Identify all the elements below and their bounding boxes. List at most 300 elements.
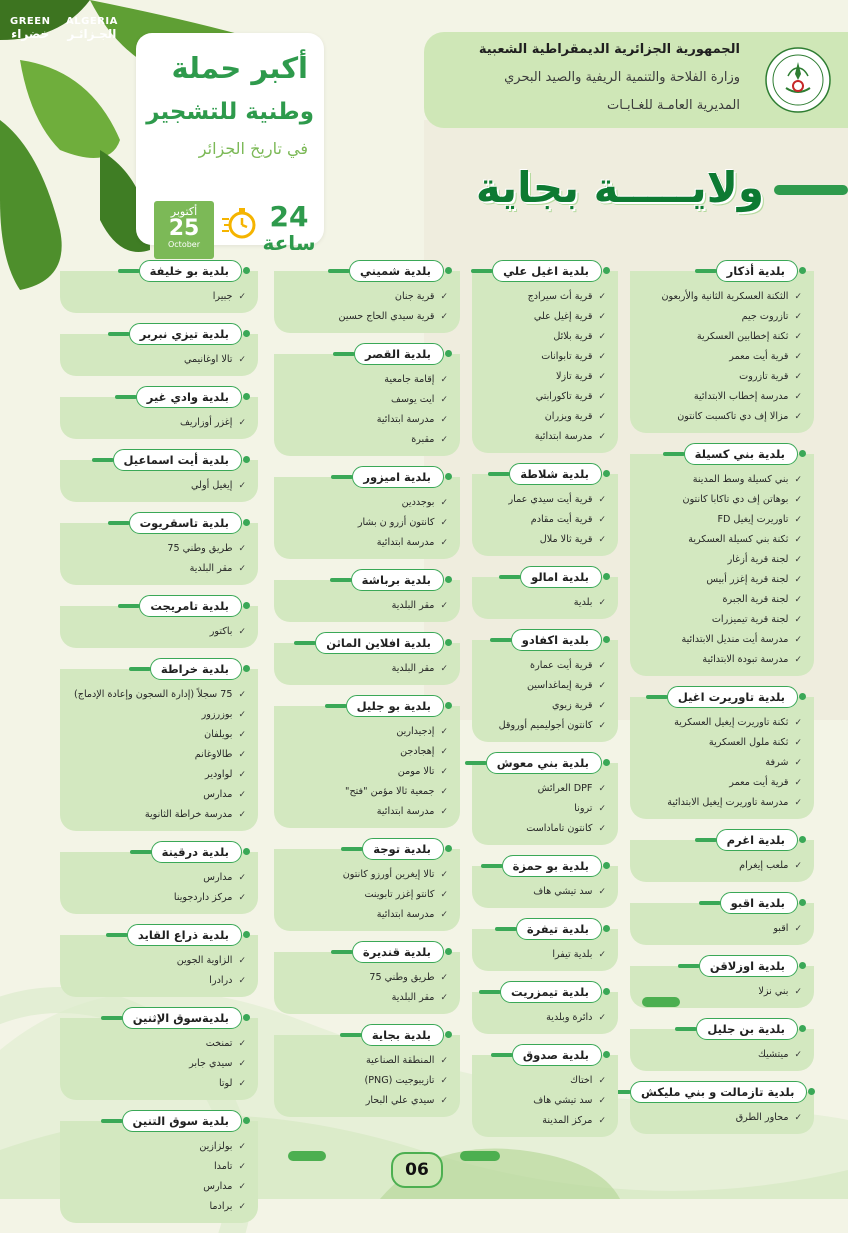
municipality-section — [630, 443, 814, 676]
check-icon: ✓ — [238, 873, 246, 883]
site-name: تازروت جيم — [741, 311, 789, 322]
municipality-name: بلدية تيفرة — [516, 918, 602, 940]
site-name: مدرسة ابتدائية — [376, 909, 435, 920]
site-list — [274, 477, 460, 559]
site-name: سيدي جابر — [189, 1058, 233, 1069]
site-name: مقر البلدية — [391, 663, 435, 674]
site-name: باكتور — [209, 626, 233, 637]
site-list-item — [640, 387, 802, 407]
municipality-name: بلدية بن جليل — [696, 1018, 798, 1040]
site-name: إقامة جامعية — [384, 374, 435, 385]
site-list — [472, 763, 618, 845]
check-icon: ✓ — [598, 784, 606, 794]
check-icon: ✓ — [598, 824, 606, 834]
check-icon: ✓ — [440, 538, 448, 548]
check-icon: ✓ — [238, 893, 246, 903]
municipality-name: بلدية اوزلاقن — [699, 955, 798, 977]
site-name: ايت يوسف — [391, 394, 435, 405]
site-list-item — [70, 951, 246, 971]
municipality-name: بلدية بو جليل — [346, 695, 444, 717]
ministry-header — [424, 32, 848, 128]
site-list-item — [482, 387, 606, 407]
site-list — [472, 640, 618, 742]
site-list-item — [640, 919, 802, 939]
site-list-item — [70, 745, 246, 765]
municipality-name: بلدية تاسقريوت — [129, 512, 242, 534]
site-name: بوزرزور — [201, 709, 233, 720]
site-list-item — [482, 407, 606, 427]
site-list-item — [640, 470, 802, 490]
site-name: المنطقة الصناعية — [366, 1055, 435, 1066]
campaign-title-line1: أكبر حملة — [171, 51, 308, 85]
municipality-section — [472, 463, 618, 556]
site-name: قرية ثالا ملال — [539, 534, 593, 545]
site-name: قرية أيت سيدي عمار — [508, 494, 593, 505]
site-name: قرية زيوي — [551, 700, 593, 711]
site-list-item — [70, 1074, 246, 1094]
check-icon: ✓ — [238, 1059, 246, 1069]
site-list-item — [70, 1197, 246, 1217]
site-list-item — [284, 370, 448, 390]
site-name: كانتو إغزر تابوينت — [364, 889, 435, 900]
site-list-item — [482, 716, 606, 736]
check-icon: ✓ — [794, 718, 802, 728]
check-icon: ✓ — [238, 1182, 246, 1192]
site-list-item — [482, 1008, 606, 1028]
site-list-item — [482, 510, 606, 530]
check-icon: ✓ — [598, 950, 606, 960]
check-icon: ✓ — [598, 392, 606, 402]
site-list-item — [482, 287, 606, 307]
site-list — [60, 1121, 258, 1223]
municipality-section — [472, 981, 618, 1034]
check-icon: ✓ — [794, 615, 802, 625]
site-list-item — [640, 550, 802, 570]
check-icon: ✓ — [598, 661, 606, 671]
check-icon: ✓ — [598, 515, 606, 525]
site-name: محاور الطرق — [735, 1112, 789, 1123]
municipality-name: بلدية اغيل علي — [492, 260, 602, 282]
check-icon: ✓ — [598, 598, 606, 608]
brand-green-logo — [10, 16, 50, 41]
site-list-item — [482, 945, 606, 965]
check-icon: ✓ — [598, 1116, 606, 1126]
check-icon: ✓ — [440, 601, 448, 611]
municipality-name: بلدية تيمزريت — [500, 981, 602, 1003]
site-list — [472, 1055, 618, 1137]
municipality-name: بلديةسوق الإثنين — [122, 1007, 242, 1029]
check-icon: ✓ — [794, 924, 802, 934]
site-list-item — [640, 1045, 802, 1065]
site-name: جبيرا — [212, 291, 233, 302]
stopwatch-icon — [222, 205, 258, 241]
site-name: مدرسة تاوريرت إيغيل الابتدائية — [667, 797, 789, 808]
check-icon: ✓ — [440, 890, 448, 900]
municipality-section — [60, 260, 258, 313]
date-month-english: October — [167, 240, 200, 249]
check-icon: ✓ — [238, 481, 246, 491]
municipality-section — [60, 595, 258, 648]
check-icon: ✓ — [440, 767, 448, 777]
campaign-title-line3: في تاريخ الجزائر — [198, 139, 308, 158]
site-name: لجنة قرية إغزر أبيس — [706, 574, 789, 585]
site-list-item — [640, 650, 802, 670]
hours-badge — [260, 200, 318, 255]
site-name: مركز المدينة — [542, 1115, 593, 1126]
check-icon: ✓ — [238, 292, 246, 302]
site-list-item — [640, 570, 802, 590]
title-decor-bar — [774, 185, 848, 195]
site-name: 75 سجلاً (إدارة السجون وإعادة الإدماج) — [74, 689, 233, 700]
check-icon: ✓ — [598, 1013, 606, 1023]
municipality-name: بلدية سوق التنين — [122, 1110, 242, 1132]
site-name: ثكنة تاوريرت إيغيل العسكرية — [674, 717, 789, 728]
site-name: مدرسة ابتدائية — [376, 414, 435, 425]
site-list-item — [482, 882, 606, 902]
municipality-section — [472, 1044, 618, 1137]
site-name: مدرسة إخطاب الابتدائية — [693, 391, 789, 402]
site-list-item — [284, 905, 448, 925]
municipality-name: بلدية افلاين الماثن — [315, 632, 444, 654]
site-name: الثكنة العسكرية الثانية والأربعون — [661, 291, 789, 302]
check-icon: ✓ — [794, 372, 802, 382]
municipality-section — [274, 695, 460, 828]
site-list-item — [640, 307, 802, 327]
site-name: مقر البلدية — [391, 992, 435, 1003]
site-list-item — [70, 350, 246, 370]
site-name: جمعية ثالا مؤمن "فتح" — [345, 786, 435, 797]
site-list-item — [70, 559, 246, 579]
site-list-item — [70, 805, 246, 825]
check-icon: ✓ — [598, 804, 606, 814]
brand-algeria-latin: ALGERIA — [66, 16, 118, 27]
site-name: تازيبوجيت (PNG) — [364, 1075, 435, 1086]
check-icon: ✓ — [440, 747, 448, 757]
municipality-name: بلدية أيت اسماعيل — [113, 449, 242, 471]
site-name: لجنة قرية تيميزرات — [711, 614, 789, 625]
site-name: تاوريرت إيغيل FD — [717, 514, 789, 525]
site-name: مركز داردجوينا — [173, 892, 233, 903]
site-name: مزالا إف دي تاكسبت كانتون — [677, 411, 789, 422]
site-name: اقبو — [773, 923, 789, 934]
site-list — [60, 1018, 258, 1100]
site-name: مقر البلدية — [391, 600, 435, 611]
check-icon: ✓ — [440, 292, 448, 302]
municipality-section — [60, 1110, 258, 1223]
municipality-name: بلدية بو حمزة — [502, 855, 602, 877]
site-name: تالا اوغانيمي — [183, 354, 233, 365]
site-name: ثكنة ملول العسكرية — [708, 737, 789, 748]
site-list-item — [284, 307, 448, 327]
site-list-item — [284, 533, 448, 553]
site-name: مدرسة خراطة الثانوية — [144, 809, 233, 820]
municipality-name: بلدية ذراع القايد — [127, 924, 242, 946]
check-icon: ✓ — [794, 635, 802, 645]
municipality-section — [472, 752, 618, 845]
site-name: تامدا — [214, 1161, 233, 1172]
site-name: قرية أيت معمر — [729, 351, 789, 362]
site-name: قرية تاكورابتي — [535, 391, 593, 402]
site-list — [274, 1035, 460, 1117]
municipality-name: بلدية اغرم — [716, 829, 798, 851]
check-icon: ✓ — [794, 412, 802, 422]
site-list-item — [640, 327, 802, 347]
site-list-item — [284, 802, 448, 822]
check-icon: ✓ — [238, 976, 246, 986]
site-name: بوجددين — [401, 497, 435, 508]
site-name: لواودير — [205, 769, 233, 780]
site-list-item — [284, 742, 448, 762]
municipality-section — [630, 829, 814, 882]
check-icon: ✓ — [440, 787, 448, 797]
site-name: مدرسة ابتدائية — [534, 431, 593, 442]
site-list-item — [482, 530, 606, 550]
municipality-section — [60, 658, 258, 831]
check-icon: ✓ — [440, 807, 448, 817]
site-name: قرية أث سيرادج — [527, 291, 593, 302]
site-list-item — [70, 971, 246, 991]
check-icon: ✓ — [794, 778, 802, 788]
site-list — [60, 669, 258, 831]
directorate-name: المديرية العامـة للغـابـات — [606, 98, 740, 113]
site-list-item — [640, 367, 802, 387]
site-list-item — [70, 725, 246, 745]
check-icon: ✓ — [598, 495, 606, 505]
municipality-section — [472, 629, 618, 742]
site-list-item — [70, 539, 246, 559]
check-icon: ✓ — [440, 518, 448, 528]
municipality-section — [274, 632, 460, 685]
site-name: شرفة — [765, 757, 789, 768]
site-list-item — [70, 765, 246, 785]
site-name: ترونا — [574, 803, 593, 814]
site-list-item — [482, 307, 606, 327]
site-name: سد تيشي هاف — [533, 1095, 593, 1106]
site-list-item — [70, 622, 246, 642]
site-name: إغزر أوزاريف — [179, 417, 233, 428]
site-list-item — [70, 785, 246, 805]
site-name: قرية ويزران — [544, 411, 593, 422]
site-list-item — [284, 596, 448, 616]
check-icon: ✓ — [440, 664, 448, 674]
site-name: بلدية — [573, 597, 593, 608]
site-name: قرية تازلا — [556, 371, 593, 382]
site-list — [630, 271, 814, 433]
check-icon: ✓ — [440, 395, 448, 405]
site-list-item — [640, 630, 802, 650]
check-icon: ✓ — [598, 721, 606, 731]
site-name: بني كسيلة وسط المدينة — [692, 474, 789, 485]
municipality-section — [472, 918, 618, 971]
wilaya-title: ولايـــــة بجاية — [475, 163, 764, 212]
municipality-section — [274, 941, 460, 1014]
check-icon: ✓ — [794, 758, 802, 768]
check-icon: ✓ — [794, 312, 802, 322]
date-day: 25 — [168, 216, 200, 241]
check-icon: ✓ — [440, 870, 448, 880]
site-name: بويلفان — [204, 729, 233, 740]
municipality-section — [60, 386, 258, 439]
municipality-section — [274, 466, 460, 559]
site-name: مدرسة ابتدائية — [376, 537, 435, 548]
municipality-name: بلدية تاوريرت اغيل — [667, 686, 798, 708]
municipality-name: بلدية تيزي نبربر — [129, 323, 242, 345]
site-name: كانتون تاماداست — [526, 823, 593, 834]
municipality-name: بلدية قنديرة — [352, 941, 444, 963]
check-icon: ✓ — [598, 681, 606, 691]
site-name: طريق وطني 75 — [369, 972, 435, 983]
check-icon: ✓ — [598, 352, 606, 362]
hours-number: 24 — [269, 200, 309, 233]
site-list-item — [482, 799, 606, 819]
site-list-item — [482, 819, 606, 839]
site-list — [472, 474, 618, 556]
column-4 — [60, 260, 258, 1233]
check-icon: ✓ — [598, 412, 606, 422]
site-list-item — [284, 287, 448, 307]
site-list-item — [640, 713, 802, 733]
site-name: بلدية تيفرا — [552, 949, 593, 960]
site-list-item — [640, 510, 802, 530]
site-list-item — [640, 773, 802, 793]
site-name: مدرسة تبودة الابتدائية — [702, 654, 789, 665]
site-list-item — [482, 593, 606, 613]
municipality-name: بلدية وادي غير — [136, 386, 242, 408]
algeria-emblem-icon — [764, 46, 832, 114]
decor-pill — [642, 997, 680, 1007]
check-icon: ✓ — [598, 332, 606, 342]
site-list-item — [70, 888, 246, 908]
site-list-item — [640, 733, 802, 753]
check-icon: ✓ — [794, 292, 802, 302]
column-2 — [472, 260, 618, 1147]
site-list-item — [284, 1091, 448, 1111]
site-name: كانتون أزرو ن بشار — [357, 517, 435, 528]
site-name: إدجيدارين — [396, 726, 435, 737]
column-3 — [274, 260, 460, 1127]
check-icon: ✓ — [440, 375, 448, 385]
site-list-item — [284, 430, 448, 450]
site-name: مقبرة — [411, 434, 435, 445]
site-name: لجنة قرية الجبرة — [722, 594, 789, 605]
site-name: لوتا — [218, 1078, 233, 1089]
site-list-item — [640, 753, 802, 773]
check-icon: ✓ — [440, 435, 448, 445]
check-icon: ✓ — [238, 564, 246, 574]
site-list-item — [640, 407, 802, 427]
site-list-item — [284, 1071, 448, 1091]
site-list-item — [70, 476, 246, 496]
site-name: مدرسة ابتدائية — [376, 806, 435, 817]
site-list-item — [640, 490, 802, 510]
check-icon: ✓ — [440, 415, 448, 425]
brand-green-arabic: خضراء — [11, 26, 50, 41]
check-icon: ✓ — [794, 495, 802, 505]
site-list-item — [482, 427, 606, 447]
check-icon: ✓ — [238, 418, 246, 428]
municipality-name: بلدية بو خليفة — [139, 260, 242, 282]
site-name: ثكنة إخطابين العسكرية — [696, 331, 789, 342]
republic-name: الجمهورية الجزائرية الديمقراطية الشعبية — [478, 42, 740, 57]
site-list-item — [482, 656, 606, 676]
check-icon: ✓ — [598, 887, 606, 897]
municipality-name: بلدية شميني — [349, 260, 444, 282]
site-list-item — [640, 530, 802, 550]
site-list — [630, 697, 814, 819]
check-icon: ✓ — [598, 1076, 606, 1086]
site-name: تمنخت — [205, 1038, 233, 1049]
check-icon: ✓ — [440, 1076, 448, 1086]
municipality-section — [60, 1007, 258, 1100]
site-name: سيدي علي البحار — [365, 1095, 435, 1106]
check-icon: ✓ — [238, 1039, 246, 1049]
site-list — [472, 271, 618, 453]
site-list-item — [482, 696, 606, 716]
site-name: ميتشيك — [757, 1049, 789, 1060]
site-list-item — [482, 676, 606, 696]
site-list-item — [70, 685, 246, 705]
municipality-section — [274, 1024, 460, 1117]
municipality-name: بلدية اميزور — [352, 466, 444, 488]
check-icon: ✓ — [238, 355, 246, 365]
check-icon: ✓ — [794, 332, 802, 342]
site-name: ملعب إيغرام — [739, 860, 789, 871]
check-icon: ✓ — [598, 432, 606, 442]
site-name: اختاك — [570, 1075, 593, 1086]
municipality-name: بلدية أذكار — [716, 260, 798, 282]
site-name: مدرسة أيت منديل الابتدائية — [681, 634, 789, 645]
site-list-item — [640, 1108, 802, 1128]
check-icon: ✓ — [794, 798, 802, 808]
site-name: طالاوغانم — [194, 749, 233, 760]
check-icon: ✓ — [794, 987, 802, 997]
check-icon: ✓ — [238, 1079, 246, 1089]
site-list — [630, 454, 814, 676]
check-icon: ✓ — [794, 475, 802, 485]
check-icon: ✓ — [598, 372, 606, 382]
municipality-name: بلدية بني معوش — [486, 752, 602, 774]
check-icon: ✓ — [794, 392, 802, 402]
check-icon: ✓ — [794, 655, 802, 665]
municipality-name: بلدية خراطة — [150, 658, 242, 680]
site-list-item — [482, 1091, 606, 1111]
municipality-section — [60, 841, 258, 914]
site-name: درادرا — [209, 975, 233, 986]
site-name: تالا إيغرين أورزو كانتون — [342, 869, 435, 880]
check-icon: ✓ — [238, 1142, 246, 1152]
check-icon: ✓ — [598, 1096, 606, 1106]
municipality-name: بلدية درقينة — [151, 841, 242, 863]
site-name: تالا مومن — [397, 766, 435, 777]
municipality-name: بلدية اقبو — [720, 892, 798, 914]
date-month-arabic: أكتوبر — [170, 205, 198, 218]
site-name: بوهاتن إف دي تاكابا كانتون — [682, 494, 789, 505]
site-list-item — [284, 885, 448, 905]
site-list-item — [640, 590, 802, 610]
ministry-name: وزارة الفلاحة والتنمية الريفية والصيد البحري — [504, 70, 740, 85]
check-icon: ✓ — [794, 352, 802, 362]
site-list-item — [284, 410, 448, 430]
site-list-item — [284, 865, 448, 885]
site-list-item — [482, 367, 606, 387]
site-list-item — [482, 327, 606, 347]
site-name: قرية أيت معمر — [729, 777, 789, 788]
municipality-section — [60, 512, 258, 585]
site-name: بولزازين — [199, 1141, 233, 1152]
municipality-section — [274, 838, 460, 931]
site-name: مدارس — [203, 872, 233, 883]
site-name: قرية تابوانات — [541, 351, 593, 362]
